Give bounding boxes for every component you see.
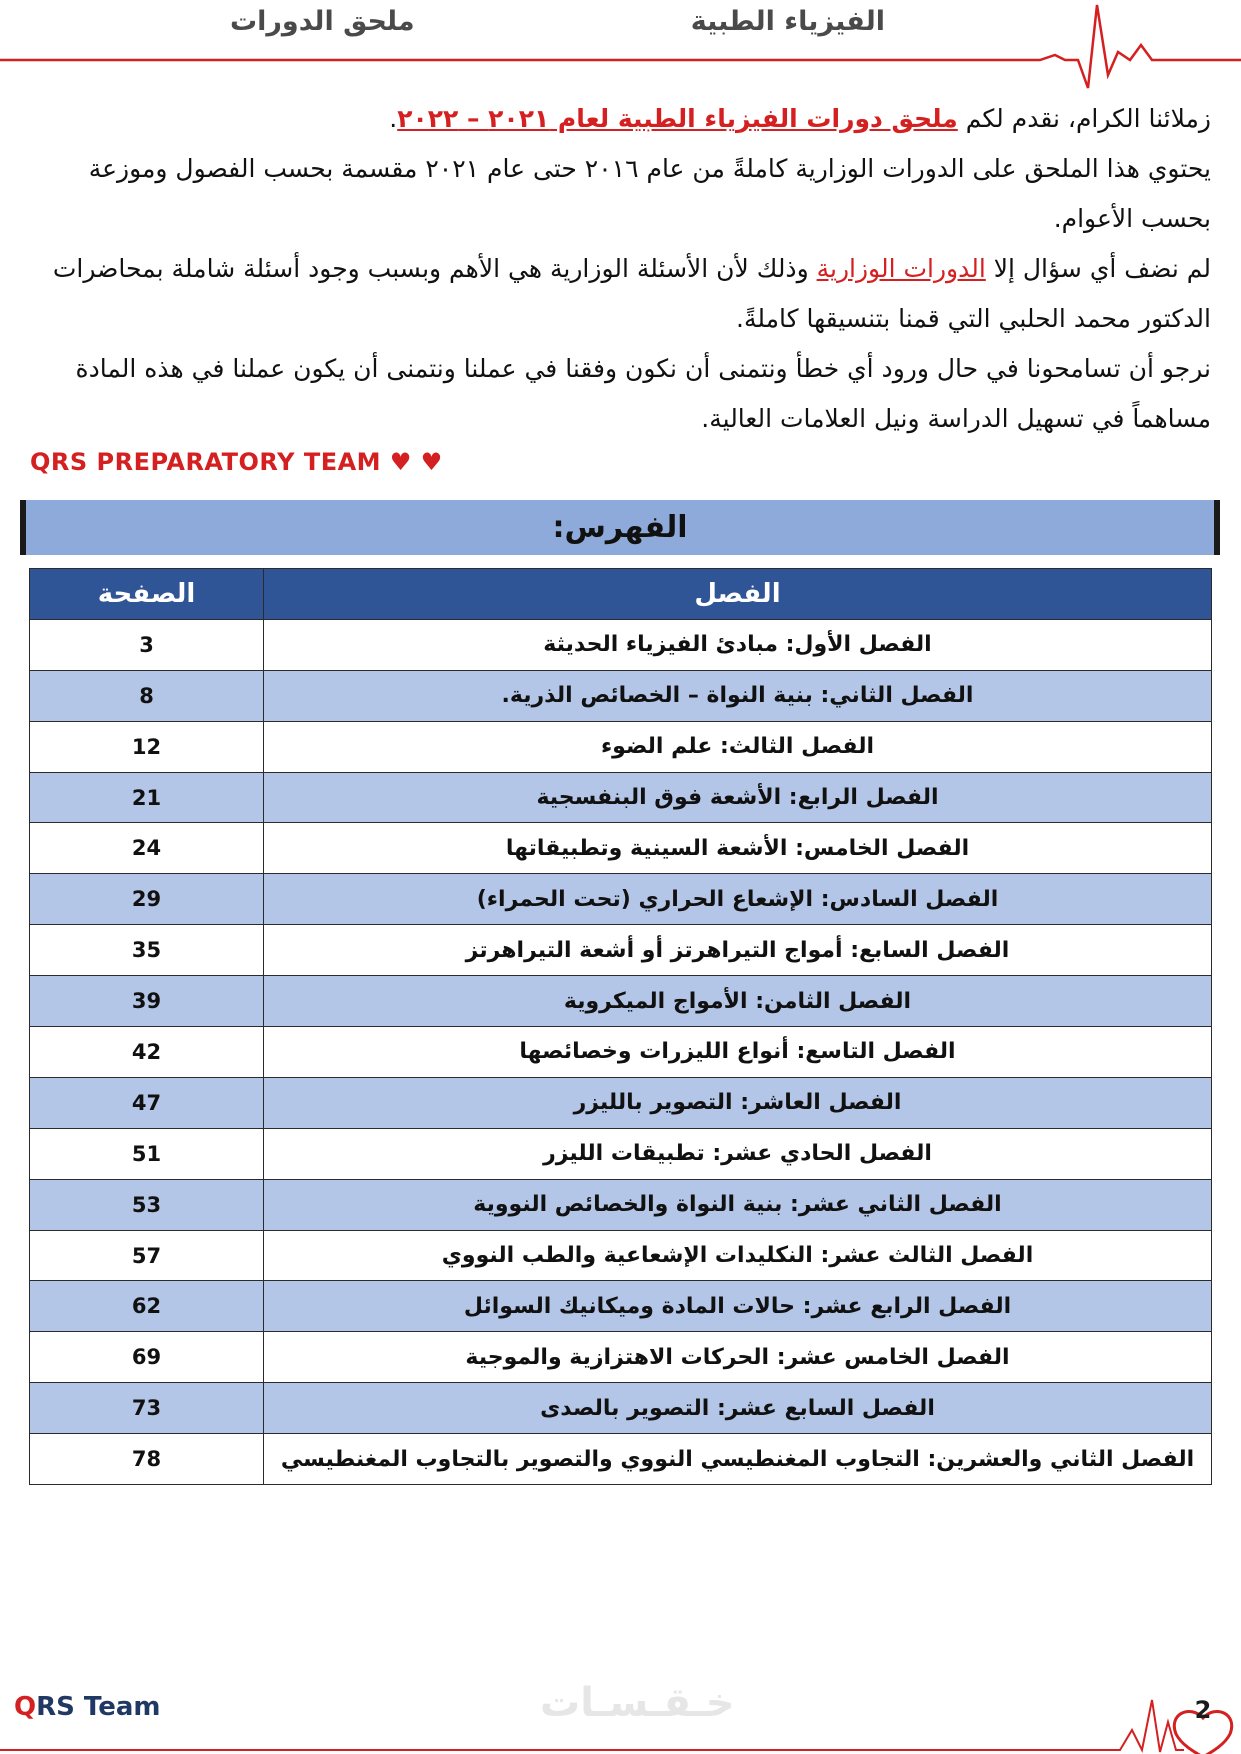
table-row[interactable] [30,823,1212,874]
chapter-cell: الفصل الحادي عشر: تطبيقات الليزر [264,1128,1212,1179]
table-row[interactable] [30,670,1212,721]
heartbeat-line-icon [0,0,1241,100]
page-cell: 53 [30,1179,264,1230]
chapter-cell: الفصل الأول: مبادئ الفيزياء الحديثة [264,619,1212,670]
team-signature: QRS PREPARATORY TEAM ♥ ♥ [30,448,443,476]
table-row[interactable] [30,1230,1212,1281]
table-row[interactable] [30,772,1212,823]
table-header-row [30,569,1212,620]
intro-period: . [389,104,398,133]
intro-line-2: يحتوي هذا الملحق على الدورات الوزارية كاملةً من عام ٢٠١٦ حتى عام ٢٠٢١ مقسمة بحسب الفصول وموزعة بحسب الأعوام. [88,154,1211,233]
table-of-contents [29,568,1212,1485]
table-row[interactable] [30,1027,1212,1078]
intro-paragraph [31,94,1211,444]
chapter-cell: الفصل السابع عشر: التصوير بالصدى [264,1383,1212,1434]
table-row[interactable] [30,874,1212,925]
chapter-cell: الفصل الثاني والعشرين: التجاوب المغنطيسي النووي والتصوير بالتجاوب المغنطيسي [264,1434,1212,1485]
table-row[interactable] [30,1077,1212,1128]
intro-line-3 [31,244,1211,344]
table-row[interactable] [30,1434,1212,1485]
footer-brand-rest: RS Team [36,1692,161,1722]
table-row[interactable] [30,1128,1212,1179]
chapter-cell: الفصل الثالث: علم الضوء [264,721,1212,772]
intro-line-1 [31,94,1211,144]
intro-line-3-suffix: وذلك لأن الأسئلة الوزارية هي الأهم وبسبب وجود أسئلة شاملة بمحاضرات الدكتور محمد الحلبي التي قمنا بتنسيقها كاملةً. [52,254,1211,333]
page-cell: 69 [30,1332,264,1383]
chapter-cell: الفصل الخامس: الأشعة السينية وتطبيقاتها [264,823,1212,874]
page-cell: 3 [30,619,264,670]
page-header [0,0,1241,100]
page-cell: 39 [30,976,264,1027]
intro-line-3-prefix: لم نضف أي سؤال إلا [985,254,1211,283]
table-row[interactable] [30,1281,1212,1332]
supplement-title-link[interactable]: ملحق دورات الفيزياء الطبية لعام ٢٠٢١ – ٢٠٢٢ [397,104,958,133]
page-cell: 42 [30,1027,264,1078]
watermark-logo: خـقـسـات [540,1680,735,1726]
column-header-chapter: الفصل [264,569,1212,620]
table-row[interactable] [30,1179,1212,1230]
chapter-cell: الفصل العاشر: التصوير بالليزر [264,1077,1212,1128]
page-cell: 12 [30,721,264,772]
page-cell: 29 [30,874,264,925]
page-cell: 78 [30,1434,264,1485]
chapter-cell: الفصل الثاني: بنية النواة – الخصائص الذرية. [264,670,1212,721]
page-cell: 8 [30,670,264,721]
table-row[interactable] [30,1332,1212,1383]
chapter-cell: الفصل الثالث عشر: النكليدات الإشعاعية والطب النووي [264,1230,1212,1281]
header-subject-title: الفيزياء الطبية [690,6,885,37]
page-cell: 47 [30,1077,264,1128]
ministerial-sessions-link[interactable]: الدورات الوزارية [816,254,986,283]
table-row[interactable] [30,619,1212,670]
chapter-cell: الفصل الثاني عشر: بنية النواة والخصائص النووية [264,1179,1212,1230]
intro-line-4: نرجو أن تسامحونا في حال ورود أي خطأ ونتمنى أن نكون وفقنا في عملنا ونتمنى أن يكون عملنا في هذه المادة مساهماً في تسهيل الدراسة ونيل العلامات العالية. [75,354,1211,433]
footer-heartbeat-icon [0,1660,1241,1754]
page-number: 2 [1194,1696,1212,1724]
chapter-cell: الفصل السابع: أمواج التيراهرتز أو أشعة التيراهرتز [264,925,1212,976]
table-row[interactable] [30,925,1212,976]
footer-brand-q: Q [14,1692,37,1722]
page-cell: 73 [30,1383,264,1434]
chapter-cell: الفصل الخامس عشر: الحركات الاهتزازية والموجية [264,1332,1212,1383]
chapter-cell: الفصل الرابع: الأشعة فوق البنفسجية [264,772,1212,823]
table-row[interactable] [30,976,1212,1027]
page-cell: 21 [30,772,264,823]
chapter-cell: الفصل التاسع: أنواع الليزرات وخصائصها [264,1027,1212,1078]
column-header-page: الصفحة [30,569,264,620]
page-cell: 57 [30,1230,264,1281]
header-document-title: ملحق الدورات [230,6,415,37]
page-cell: 35 [30,925,264,976]
index-title: الفهرس: [552,510,688,545]
chapter-cell: الفصل الرابع عشر: حالات المادة وميكانيك السوائل [264,1281,1212,1332]
index-banner [20,500,1220,555]
page-cell: 51 [30,1128,264,1179]
intro-greeting: زملائنا الكرام، نقدم لكم [957,104,1211,133]
table-row[interactable] [30,1383,1212,1434]
chapter-cell: الفصل السادس: الإشعاع الحراري (تحت الحمراء) [264,874,1212,925]
page-cell: 24 [30,823,264,874]
page-cell: 62 [30,1281,264,1332]
table-row[interactable] [30,721,1212,772]
chapter-cell: الفصل الثامن: الأمواج الميكروية [264,976,1212,1027]
